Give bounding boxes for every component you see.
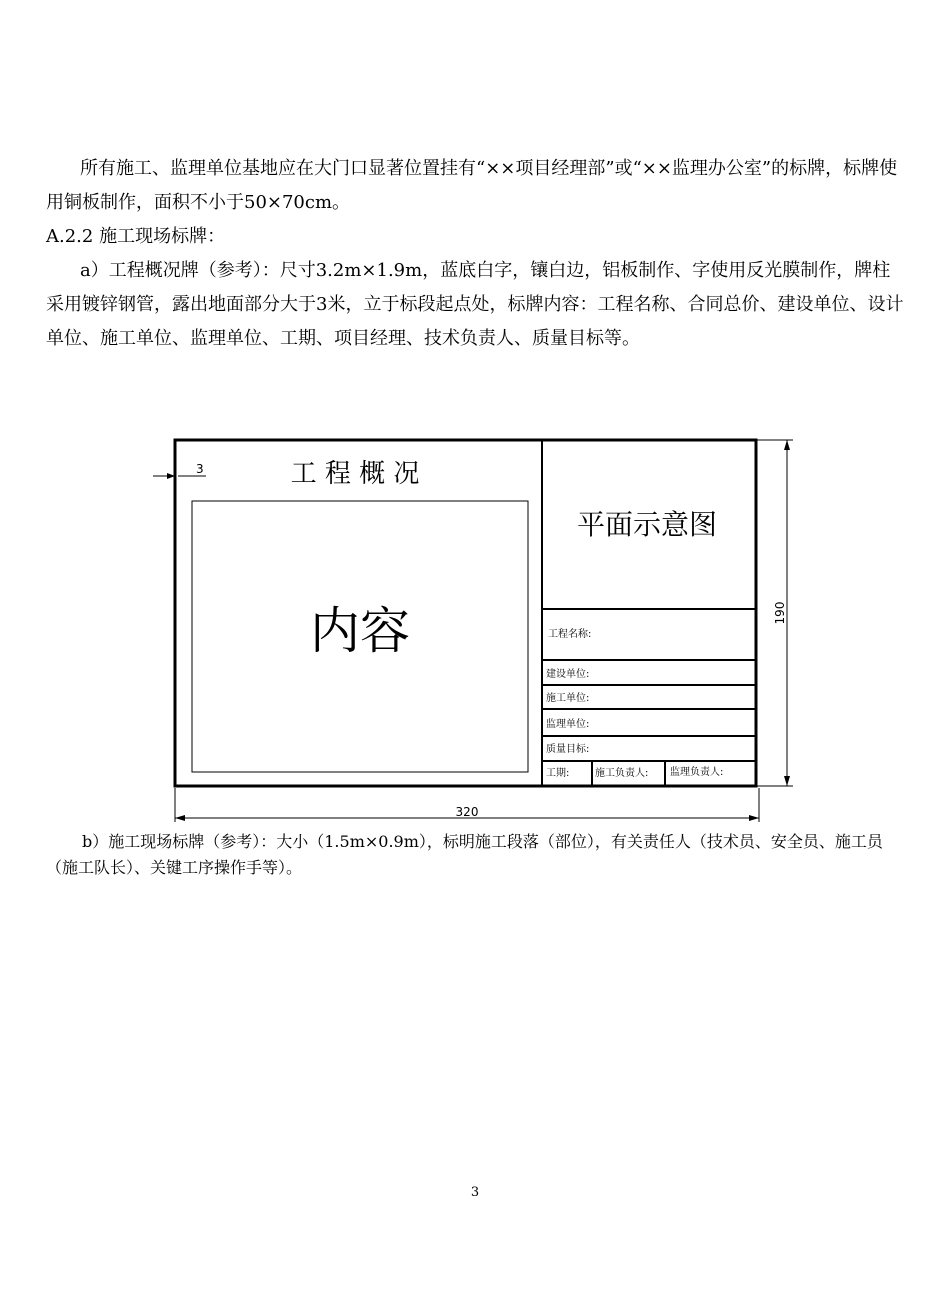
content-label: 内容: [310, 602, 410, 660]
paragraph-intro: 所有施工、监理单位基地应在大门口显著位置挂有“××项目经理部”或“××监理办公室”的标牌，标牌使用铜板制作，面积不小于50×70cm。: [46, 158, 898, 213]
paragraph-project-overview: a）工程概况牌（参考）：尺寸3.2m×1.9m，蓝底白字，镶白边，铝板制作、字使用反光膜制作，牌柱采用镀锌钢管，露出地面部分大于3米，立于标段起点处，标牌内容：工程名称、合同总价、建设单位、设计单位、施工单位、监理单位、工期、项目经理、技术负责人、质量目标等。: [46, 260, 904, 349]
field-period: 工期:: [546, 768, 570, 779]
arrowhead-icon: [175, 815, 185, 821]
field-contractor: 施工单位:: [546, 693, 590, 704]
paragraph-site-sign: b）施工现场标牌（参考）：大小（1.5m×0.9m），标明施工段落（部位），有关责任人（技术员、安全员、施工员（施工队长）、关键工序操作手等）。: [46, 832, 883, 877]
dim-height-label: 190: [773, 601, 787, 625]
sign-outer-border: [175, 440, 756, 786]
plan-label: 平面示意图: [576, 508, 718, 541]
field-construction-lead: 施工负责人:: [595, 768, 649, 779]
dim-width-label: 320: [455, 805, 479, 819]
page-number: 3: [470, 1185, 480, 1200]
field-project-name: 工程名称:: [548, 629, 592, 640]
arrowhead-icon: [749, 815, 759, 821]
arrowhead-icon: [784, 776, 790, 786]
field-supervisor: 监理单位:: [546, 719, 590, 730]
field-builder: 建设单位:: [546, 669, 590, 680]
arrowhead-icon: [784, 440, 790, 450]
field-quality: 质量目标:: [546, 744, 590, 755]
section-heading: A.2.2 施工现场标牌：: [46, 226, 226, 247]
field-supervision-lead: 监理负责人:: [670, 767, 724, 778]
sign-title: 工 程 概 况: [290, 459, 420, 489]
dim-border-label: 3: [196, 462, 204, 476]
